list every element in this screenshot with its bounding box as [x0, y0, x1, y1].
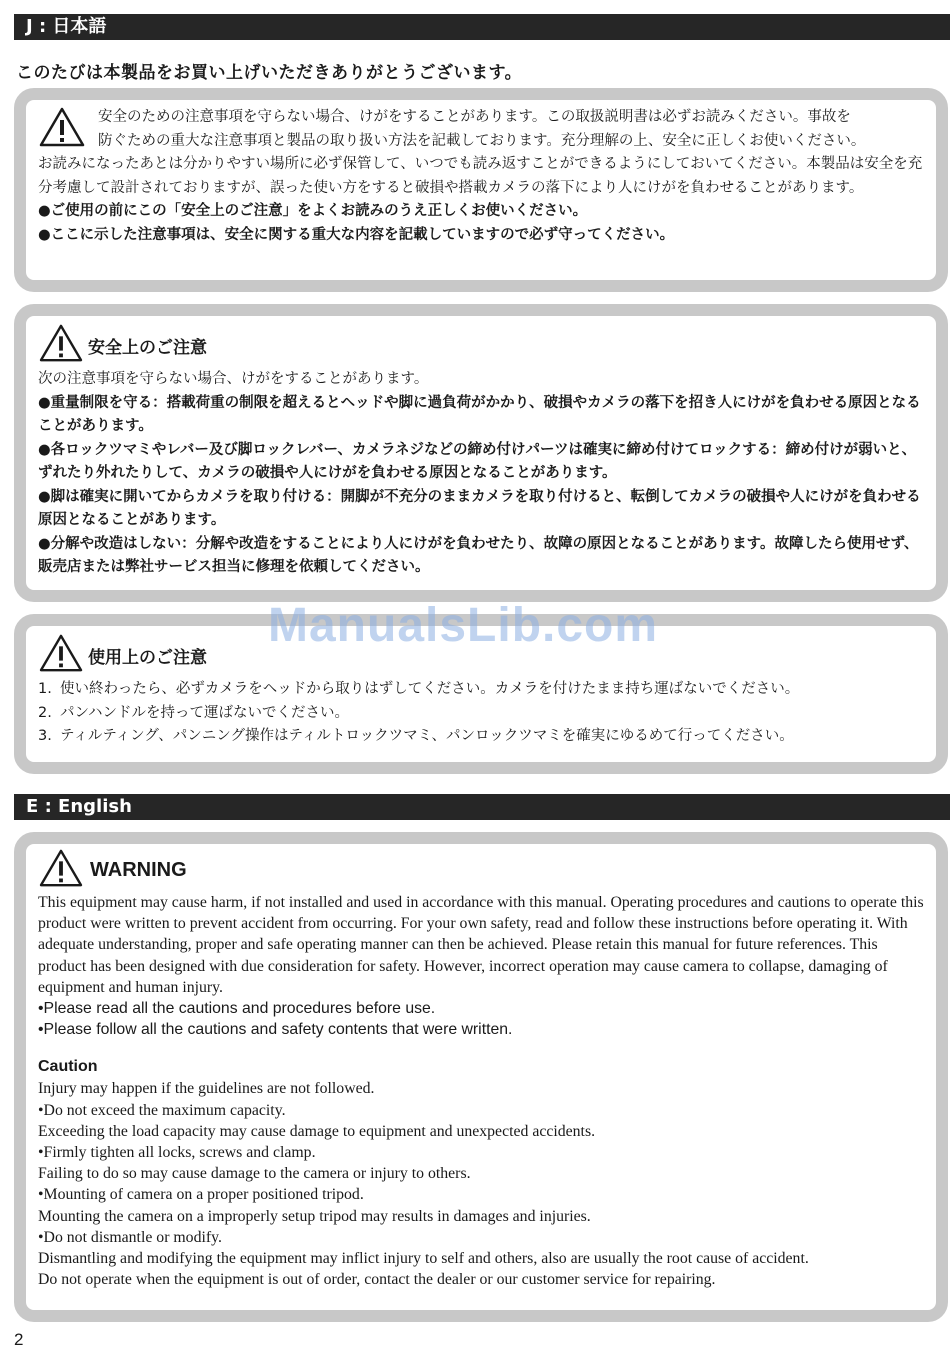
list-number: 1. — [38, 681, 52, 697]
precaution-item: ●重量制限を守る：搭載荷重の制限を超えるとヘッドや脚に過負荷がかかり、破損やカメラの落下を招き人にけがを負わせる原因となることがあります。 — [38, 394, 921, 434]
section-header-english: E : English — [14, 794, 950, 820]
caution-line: •Mounting of camera on a proper positioned tripod. — [38, 1186, 364, 1204]
list-text: 使い終わったら、必ずカメラをヘッドから取りはずしてください。カメラを付けたまま持ち運ばないでください。 — [60, 681, 800, 697]
warning-bullet-1: •Please read all the cautions and procedures before use. — [38, 1000, 436, 1018]
warning-heading — [38, 848, 924, 892]
section-header-japanese: J : 日本語 — [14, 14, 950, 40]
list-item — [38, 725, 924, 749]
intro-rest: お読みになったあとは分かりやすい場所に必ず保管して、いつでも読み返すことができるようにしておいてください。本製品は安全を充分考慮して設計されておりますが、誤った使い方をすると破損や搭載カメラの落下により人にけがを負わせることがあります。 — [38, 156, 923, 196]
usage-notes-title: 使用上のご注意 — [88, 647, 207, 668]
safety-precautions-heading — [38, 322, 924, 368]
caution-line: Dismantling and modifying the equipment may inflict injury to self and others, also are usually the root cause of accident. — [38, 1250, 809, 1268]
warning-paragraph: This equipment may cause harm, if not installed and used in accordance with this manual. Operating procedures and cautions to operate this product were written to prevent accident from occurring. For your own safety, read and follow these instructions before operating it. With adequate understanding, proper and safe operating manner can then be achieved. Please retain this manual for future references. This product has been designed with due consideration for safety. However, incorrect operation may cause camera to collapse, damaging of equipment and human injury. — [38, 894, 924, 996]
precaution-item: ●各ロックツマミやレバー及び脚ロックレバー、カメラネジなどの締め付けパーツは確実に締め付けてロックする：締め付けが弱いと、ずれたり外れたりして、カメラの破損や人にけがを負わせる原因となることがあります。 — [38, 441, 917, 481]
warning-bullet-2: •Please follow all the cautions and safety contents that were written. — [38, 1021, 513, 1039]
warning-box — [14, 832, 948, 1322]
warning-icon — [38, 848, 84, 892]
warning-icon — [38, 323, 84, 367]
list-text: ティルティング、パンニング操作はティルトロックツマミ、パンロックツマミを確実にゆるめて行ってください。 — [60, 728, 794, 744]
list-number: 3. — [38, 728, 52, 744]
list-number: 2. — [38, 704, 52, 721]
page-number: 2 — [14, 1330, 24, 1349]
caution-line: •Do not exceed the maximum capacity. — [38, 1101, 286, 1119]
caution-line: Exceeding the load capacity may cause damage to equipment and unexpected accidents. — [38, 1122, 596, 1140]
warning-icon — [38, 106, 98, 153]
caution-line: •Firmly tighten all locks, screws and clamp. — [38, 1144, 316, 1162]
warning-title: WARNING — [90, 858, 187, 881]
warning-icon — [38, 633, 84, 677]
list-item — [38, 702, 924, 726]
caution-title: Caution — [38, 1058, 98, 1076]
caution-line: Mounting the camera on a improperly setup tripod may results in damages and injuries. — [38, 1207, 591, 1225]
precaution-item: ●脚は確実に開いてからカメラを取り付ける：開脚が不充分のままカメラを取り付けると、転倒してカメラの破損や人にけがを負わせる原因となることがあります。 — [38, 488, 921, 528]
precaution-item: ●分解や改造はしない：分解や改造をすることにより人にけがを負わせたり、故障の原因となることがあります。故障したら使用せず、販売店または弊社サービス担当に修理を依頼してください。 — [38, 535, 919, 575]
safety-precautions-box — [14, 304, 948, 602]
list-text: パンハンドルを持って運ばないでください。 — [60, 704, 349, 721]
caution-line: Injury may happen if the guidelines are not followed. — [38, 1080, 375, 1098]
intro-line-1: 安全のための注意事項を守らない場合、けがをすることがあります。この取扱説明書は必ずお読みください。事故を — [98, 109, 851, 125]
caution-line: Do not operate when the equipment is out of order, contact the dealer or our customer service for repairing. — [38, 1271, 716, 1289]
thanks-message: このたびは本製品をお買い上げいただきありがとうございます。 — [16, 63, 523, 83]
list-item — [38, 678, 924, 702]
intro-row — [38, 106, 924, 153]
intro-bullet-2: ●ここに示した注意事項は、安全に関する重大な内容を記載していますので必ず守ってください。 — [38, 226, 675, 243]
intro-bullet-1: ●ご使用の前にこの「安全上のご注意」をよくお読みのうえ正しくお使いください。 — [38, 203, 588, 219]
safety-precautions-intro: 次の注意事項を守らない場合、けがをすることがあります。 — [38, 371, 429, 387]
watermark: ManualsLib.com — [268, 599, 659, 652]
safety-intro-box — [14, 88, 948, 292]
safety-precautions-title: 安全上のご注意 — [88, 337, 207, 358]
caution-line: •Do not dismantle or modify. — [38, 1228, 222, 1246]
intro-line-2: 防ぐための重大な注意事項と製品の取り扱い方法を記載しております。充分理解の上、安全に正しくお使いください。 — [98, 132, 866, 149]
caution-line: Failing to do so may cause damage to the camera or injury to others. — [38, 1165, 471, 1183]
